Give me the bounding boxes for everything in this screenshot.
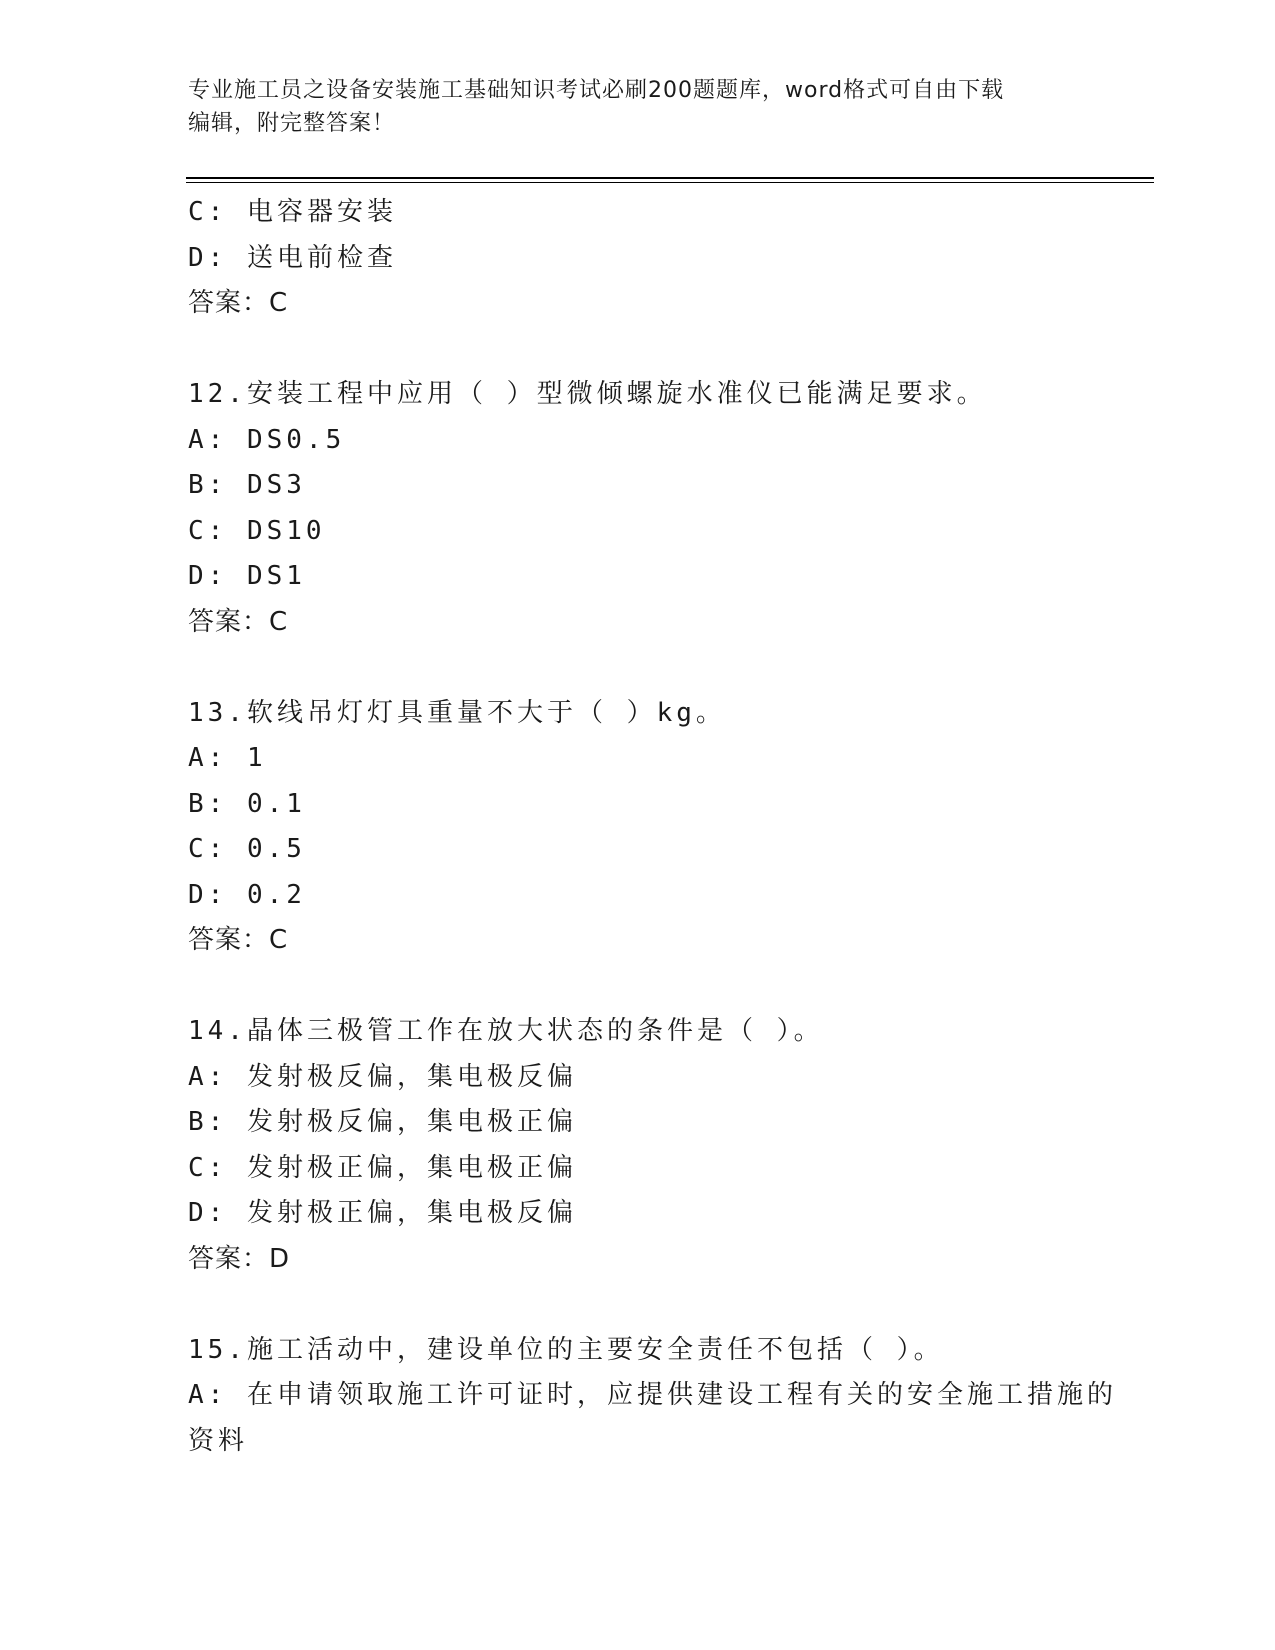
answer-line: 答案：C bbox=[188, 606, 289, 637]
question-stem: 14.晶体三极管工作在放大状态的条件是（ ）。 bbox=[188, 1016, 824, 1046]
option-d: D: 送电前检查 bbox=[188, 242, 397, 273]
question-stem: 13.软线吊灯灯具重量不大于（ ）kg。 bbox=[188, 697, 726, 728]
option-b: B: 0.1 bbox=[188, 788, 306, 819]
option-c: C: 0.5 bbox=[188, 834, 306, 864]
header-rule-thick bbox=[186, 177, 1154, 179]
document-header bbox=[188, 74, 1088, 140]
option-a: A: 在申请领取施工许可证时，应提供建设工程有关的安全施工措施的 bbox=[188, 1380, 1117, 1410]
option-b: B: DS3 bbox=[188, 470, 306, 500]
answer-line: 答案：C bbox=[188, 925, 289, 955]
option-c: C: 发射极正偏，集电极正偏 bbox=[188, 1152, 577, 1183]
option-a: A: 1 bbox=[188, 743, 267, 773]
header-title-line-2: 编辑，附完整答案！ bbox=[188, 111, 396, 136]
option-c: C: DS10 bbox=[188, 515, 326, 546]
question-stem: 12.安装工程中应用（ ）型微倾螺旋水准仪已能满足要求。 bbox=[188, 379, 987, 409]
header-title-line-1: 专业施工员之设备安装施工基础知识考试必刷200题题库，word格式可自由下载 bbox=[188, 78, 1005, 103]
option-b: B: 发射极反偏，集电极正偏 bbox=[188, 1107, 577, 1137]
header-rule-thin bbox=[186, 182, 1154, 183]
answer-line: 答案：D bbox=[188, 1243, 291, 1274]
spacer bbox=[188, 1282, 1088, 1328]
question-stem: 15.施工活动中，建设单位的主要安全责任不包括（ ）。 bbox=[188, 1334, 944, 1365]
spacer bbox=[188, 964, 1088, 1010]
option-a: A: DS0.5 bbox=[188, 424, 346, 455]
answer-line: 答案：C bbox=[188, 288, 289, 318]
option-a-continued: 资料 bbox=[188, 1425, 249, 1456]
document-body bbox=[188, 190, 1117, 1464]
option-d: D: 0.2 bbox=[188, 879, 306, 910]
option-d: D: DS1 bbox=[188, 561, 306, 591]
spacer bbox=[188, 645, 1088, 691]
option-a: A: 发射极反偏，集电极反偏 bbox=[188, 1061, 577, 1092]
option-c: C: 电容器安装 bbox=[188, 197, 397, 227]
option-d: D: 发射极正偏，集电极反偏 bbox=[188, 1198, 577, 1228]
spacer bbox=[188, 327, 1088, 373]
